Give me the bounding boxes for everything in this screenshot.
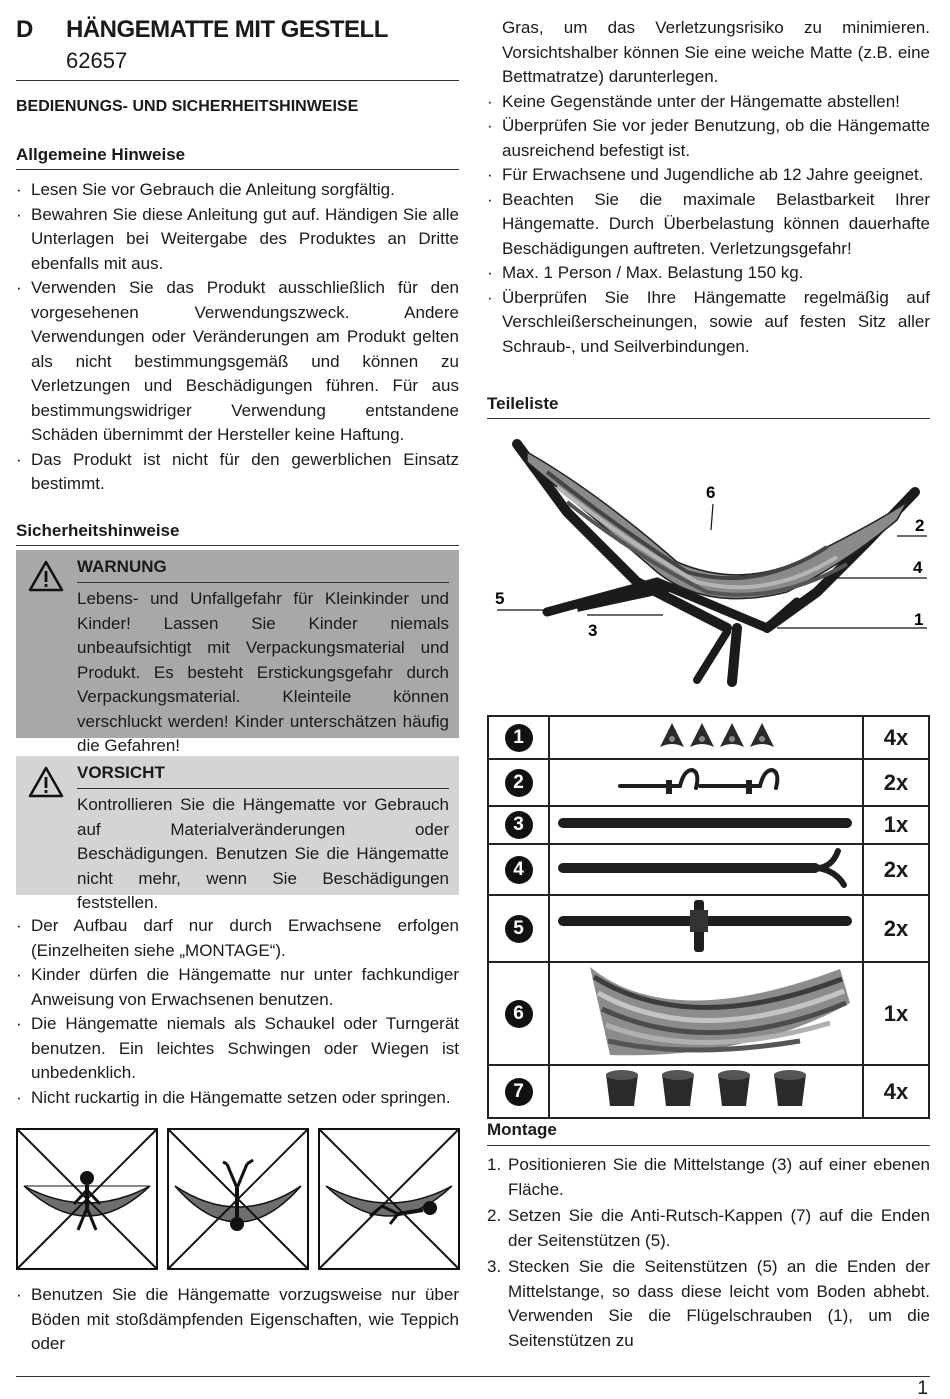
language-code: D xyxy=(16,16,34,43)
hook-icon xyxy=(550,760,860,800)
list-item: · Die Hängematte niemals als Schaukel oder Turngerät benutzen. Ein leichtes Schwingen oder Wiegen ist unbedenklich. xyxy=(16,1012,459,1086)
general-heading: Allgemeine Hinweise xyxy=(16,145,186,164)
side-support-icon xyxy=(550,896,860,956)
warning-rule xyxy=(77,582,449,583)
side-post-icon xyxy=(550,845,860,889)
assembly-steps xyxy=(487,1153,930,1355)
safety-list-continued xyxy=(16,1283,459,1357)
list-item: · Das Produkt ist nicht für den gewerblichen Einsatz bestimmt. xyxy=(16,448,459,497)
table-row xyxy=(488,962,929,1065)
table-row xyxy=(488,895,929,962)
part-number-badge: 4 xyxy=(505,856,533,884)
table-row xyxy=(488,759,929,806)
article-number: 62657 xyxy=(66,48,128,73)
hammock-fabric-icon xyxy=(550,963,860,1059)
table-row xyxy=(488,806,929,844)
part-quantity: 1x xyxy=(863,806,929,844)
list-item: · Nicht ruckartig in die Hängematte setzen oder springen. xyxy=(16,1086,459,1111)
general-rule xyxy=(16,169,459,170)
diagram-label-5: 5 xyxy=(495,589,505,608)
part-quantity: 2x xyxy=(863,759,929,806)
center-bar-icon xyxy=(550,808,860,838)
list-item: · Der Aufbau darf nur durch Erwachsene erfolgen (Einzelheiten siehe „MONTAGE“). xyxy=(16,914,459,963)
hammock-stand-diagram xyxy=(487,432,930,694)
list-item: · Für Erwachsene und Jugendliche ab 12 Jahre geeignet. xyxy=(487,163,930,188)
part-quantity: 4x xyxy=(863,716,929,759)
safety-list xyxy=(16,914,459,1110)
list-item: · Lesen Sie vor Gebrauch die Anleitung sorgfältig. xyxy=(16,178,459,203)
part-quantity: 1x xyxy=(863,962,929,1065)
page-number: 1 xyxy=(917,1378,928,1399)
table-row xyxy=(488,716,929,759)
product-title: HÄNGEMATTE MIT GESTELL xyxy=(66,16,388,43)
right-column-text xyxy=(487,16,930,359)
list-item: · Max. 1 Person / Max. Belastung 150 kg. xyxy=(487,261,930,286)
assembly-step: 1. Positionieren Sie die Mittelstange (3) auf einer ebenen Fläche. xyxy=(487,1155,930,1199)
table-row xyxy=(488,1065,929,1118)
assembly-step: 2. Setzen Sie die Anti-Rutsch-Kappen (7) auf die Enden der Seitenstützen (5). xyxy=(487,1206,930,1250)
assembly-heading: Montage xyxy=(487,1120,557,1139)
continued-paragraph: Gras, um das Verletzungsrisiko zu minimieren. Vorsichtshalber können Sie eine weiche Matte (z.B. eine Bettmatratze) darunterlegen. xyxy=(502,18,930,86)
part-number-badge: 2 xyxy=(505,769,533,797)
wing-screw-icon xyxy=(550,717,860,753)
table-row xyxy=(488,844,929,895)
part-number-badge: 1 xyxy=(505,724,533,752)
warning-box xyxy=(16,550,459,755)
caution-triangle-icon xyxy=(28,766,64,798)
list-item: · Überprüfen Sie vor jeder Benutzung, ob die Hängematte ausreichend befestigt ist. xyxy=(487,114,930,163)
warning-title: WARNUNG xyxy=(77,557,167,576)
warning-text: Lebens- und Unfallgefahr für Kleinkinder und Kinder! Lassen Sie Kinder niemals unbeaufsichtigt mit Verpackungsmaterial und Produkt. Es besteht Erstickungsgefahr durch Verpackungsmaterial. Kleinteile können verschluckt werden! Kinder unterschätzen häufig die Gefahren! xyxy=(77,589,449,755)
part-quantity: 2x xyxy=(863,895,929,962)
main-heading: BEDIENUNGS- UND SICHERHEITSHINWEISE xyxy=(16,98,359,115)
list-item: · Verwenden Sie das Produkt ausschließlich für den vorgesehenen Verwendungszweck. Andere Verwendungen oder Veränderungen am Produkt gelten als nicht bestimmungsgemäß und können zu Verletzungen und Beschädigungen führen. Für aus bestimmungswidriger Verwendung entstandene Schäden übernimmt der Hersteller keine Haftung. xyxy=(16,276,459,448)
caution-box xyxy=(16,756,459,912)
part-number-badge: 5 xyxy=(505,915,533,943)
caution-text: Kontrollieren Sie die Hängematte vor Gebrauch auf Materialveränderungen oder Beschädigungen. Benutzen Sie die Hängematte nicht mehr, wenn Sie Beschädigungen feststellen. xyxy=(77,795,449,912)
anti-slip-cap-icon xyxy=(550,1066,860,1112)
list-item: · Überprüfen Sie Ihre Hängematte regelmäßig auf Verschleißerscheinungen, sowie auf festen Sitz aller Schraub-, und Seilverbindungen. xyxy=(487,286,930,360)
general-list xyxy=(16,178,459,497)
assembly-rule xyxy=(487,1145,930,1146)
diagram-label-3: 3 xyxy=(588,621,598,640)
part-quantity: 2x xyxy=(863,844,929,895)
list-item: · Bewahren Sie diese Anleitung gut auf. Händigen Sie alle Unterlagen bei Weitergabe des Produktes an Dritte ebenfalls mit aus. xyxy=(16,203,459,277)
parts-table xyxy=(487,715,930,1119)
part-number-badge: 7 xyxy=(505,1078,533,1106)
prohibited-use-pictograms xyxy=(16,1128,460,1270)
caution-title: VORSICHT xyxy=(77,763,165,782)
part-quantity: 4x xyxy=(863,1065,929,1118)
list-item: · Beachten Sie die maximale Belastbarkeit Ihrer Hängematte. Durch Überbelastung können dauerhafte Beschädigungen auftreten. Verletzungsgefahr! xyxy=(487,188,930,262)
parts-heading: Teileliste xyxy=(487,394,559,413)
footer-rule xyxy=(16,1376,930,1377)
list-item: · Keine Gegenstände unter der Hängematte abstellen! xyxy=(487,90,930,115)
list-item: · Benutzen Sie die Hängematte vorzugsweise nur über Böden mit stoßdämpfenden Eigenschaften, wie Teppich oder xyxy=(16,1283,459,1357)
parts-rule xyxy=(487,418,930,419)
diagram-label-1: 1 xyxy=(914,610,924,629)
part-number-badge: 6 xyxy=(505,1000,533,1028)
diagram-label-4: 4 xyxy=(913,558,923,577)
no-handstand-icon xyxy=(168,1129,308,1269)
part-number-badge: 3 xyxy=(505,811,533,839)
diagram-label-2: 2 xyxy=(915,516,925,535)
safety-heading: Sicherheitshinweise xyxy=(16,521,180,540)
assembly-step: 3. Stecken Sie die Seitenstützen (5) an die Enden der Mittelstange, so dass diese leicht vom Boden abhebt. Verwenden Sie die Flügelschrauben (1), um die Seitenstützen zu xyxy=(487,1257,930,1350)
caution-rule xyxy=(77,788,449,789)
warning-triangle-icon xyxy=(28,560,64,592)
list-item: · Kinder dürfen die Hängematte nur unter fachkundiger Anweisung von Erwachsenen benutzen. xyxy=(16,963,459,1012)
header-rule xyxy=(16,80,459,81)
no-jumping-icon xyxy=(319,1129,459,1269)
diagram-label-6: 6 xyxy=(706,483,716,502)
safety-rule xyxy=(16,545,459,546)
no-standing-icon xyxy=(17,1129,157,1269)
